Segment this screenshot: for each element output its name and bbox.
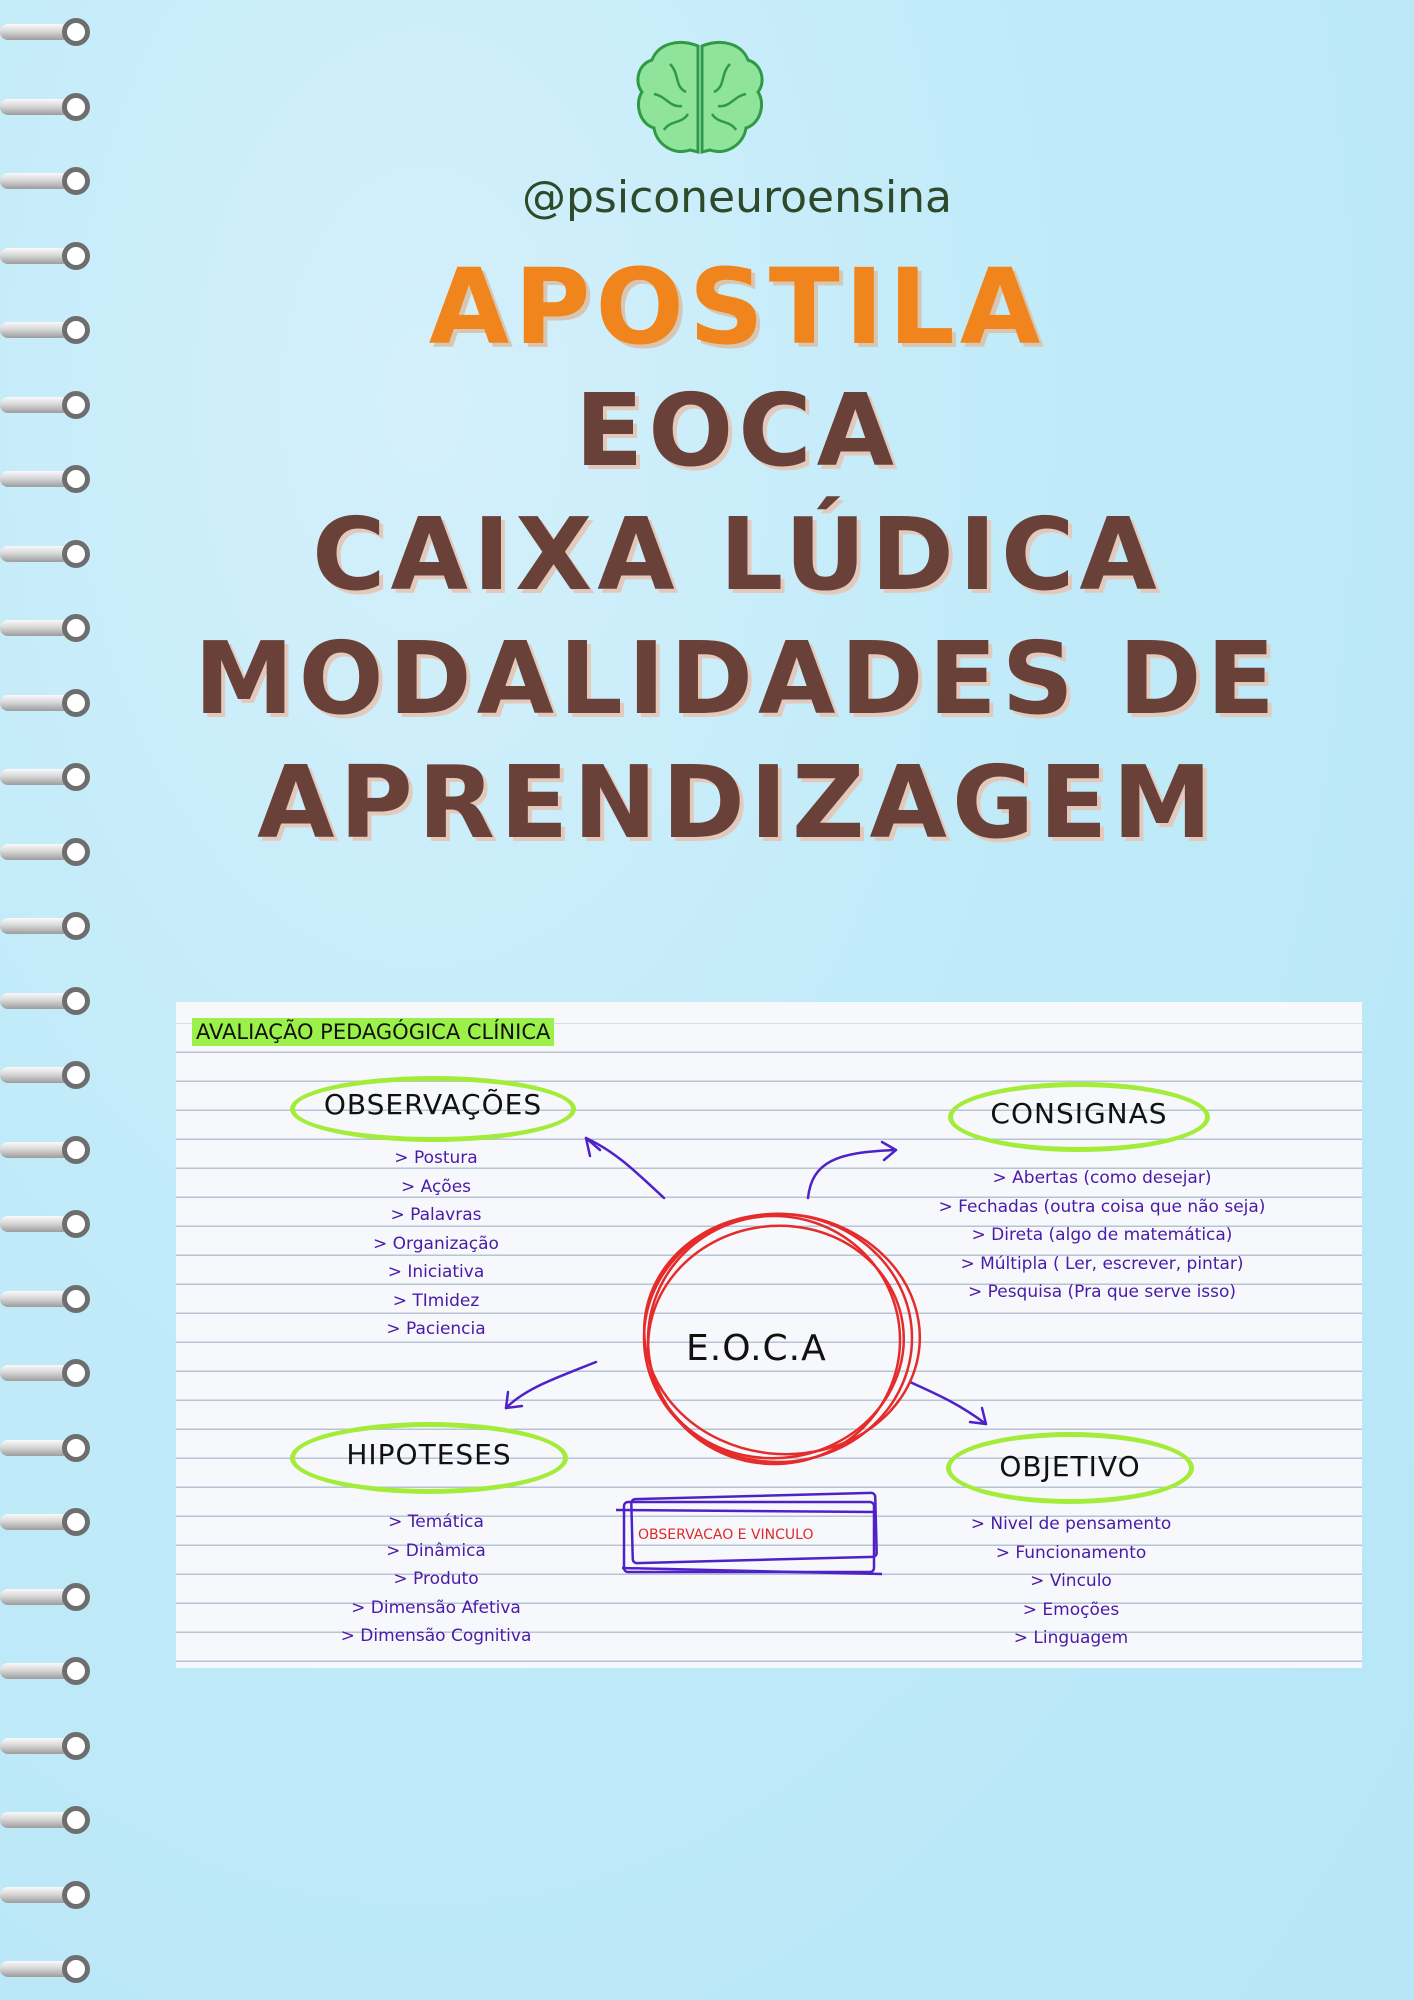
objetivo-item: > Vinculo <box>1030 1571 1112 1591</box>
arrow-to-consignas <box>808 1150 896 1198</box>
consignas-item: > Pesquisa (Pra que serve isso) <box>967 1282 1237 1302</box>
observacoes-item: > TImidez <box>392 1290 480 1311</box>
binding-ring <box>0 1206 92 1242</box>
binding-ring <box>0 14 92 50</box>
observacoes-item: > Organização <box>373 1233 499 1254</box>
consignas-item: > Direta (algo de matemática) <box>971 1225 1233 1245</box>
hipoteses-list <box>306 1508 566 1651</box>
node-observacoes: OBSERVAÇÕES <box>323 1088 543 1121</box>
observacoes-item: > Palavras <box>390 1205 482 1225</box>
consignas-item: > Fechadas (outra coisa que não seja) <box>938 1196 1266 1217</box>
node-consignas: CONSIGNAS <box>990 1097 1168 1130</box>
observacoes-item: > Ações <box>400 1176 472 1197</box>
hipoteses-item: > Dimensão Afetiva <box>351 1597 521 1618</box>
title-aprendizagem: APRENDIZAGEM <box>257 744 1217 861</box>
binding-ring <box>0 1877 92 1913</box>
binding-ring <box>0 89 92 125</box>
hipoteses-item: > Produto <box>393 1569 479 1589</box>
observacoes-item: > Paciencia <box>386 1319 486 1339</box>
binding-ring <box>0 908 92 944</box>
observacoes-item: > Postura <box>394 1148 478 1168</box>
consignas-item: > Abertas (como desejar) <box>992 1168 1212 1188</box>
binding-ring <box>0 1504 92 1540</box>
observacoes-item: > Iniciativa <box>387 1262 485 1282</box>
arrow-to-objetivo <box>910 1382 986 1424</box>
center-eoca: E.O.C.A <box>686 1328 827 1369</box>
hipoteses-item: > Dinâmica <box>386 1540 486 1561</box>
node-objetivo: OBJETIVO <box>999 1450 1141 1483</box>
title-modalidades: MODALIDADES DE <box>194 620 1280 737</box>
brain-icon <box>630 34 770 174</box>
observacoes-list <box>306 1144 566 1344</box>
binding-ring <box>0 1430 92 1466</box>
objetivo-item: > Funcionamento <box>995 1542 1147 1563</box>
consignas-item: > Múltipla ( Ler, escrever, pintar) <box>960 1253 1244 1274</box>
title-caixa-ludica: CAIXA LÚDICA <box>312 496 1162 613</box>
objetivo-item: > Nivel de pensamento <box>970 1514 1172 1534</box>
binding-ring <box>0 1728 92 1764</box>
binding-ring <box>0 1653 92 1689</box>
binding-ring <box>0 1951 92 1987</box>
hipoteses-item: > Temática <box>388 1512 484 1532</box>
instagram-handle: @psiconeuroensina <box>521 172 953 223</box>
binding-ring <box>0 1281 92 1317</box>
binding-ring <box>0 1579 92 1615</box>
diagram-heading: AVALIAÇÃO PEDAGÓGICA CLÍNICA <box>192 1018 554 1046</box>
binding-ring <box>0 983 92 1019</box>
title-apostila: APOSTILA <box>428 246 1046 368</box>
objetivo-item: > Emoções <box>1022 1599 1120 1620</box>
eoca-diagram <box>176 1002 1362 1668</box>
arrow-to-hipoteses <box>506 1362 596 1408</box>
objetivo-item: > Linguagem <box>1013 1628 1129 1648</box>
objetivo-list <box>936 1510 1206 1653</box>
binding-ring <box>0 1057 92 1093</box>
node-hipoteses: HIPOTESES <box>346 1438 512 1471</box>
title-eoca: EOCA <box>574 372 900 489</box>
binding-ring <box>0 1802 92 1838</box>
binding-ring <box>0 1132 92 1168</box>
note-observacao-vinculo: OBSERVACAO E VINCULO <box>638 1527 814 1543</box>
consignas-list <box>892 1164 1312 1307</box>
binding-ring <box>0 1355 92 1391</box>
hipoteses-item: > Dimensão Cognitiva <box>340 1626 532 1646</box>
